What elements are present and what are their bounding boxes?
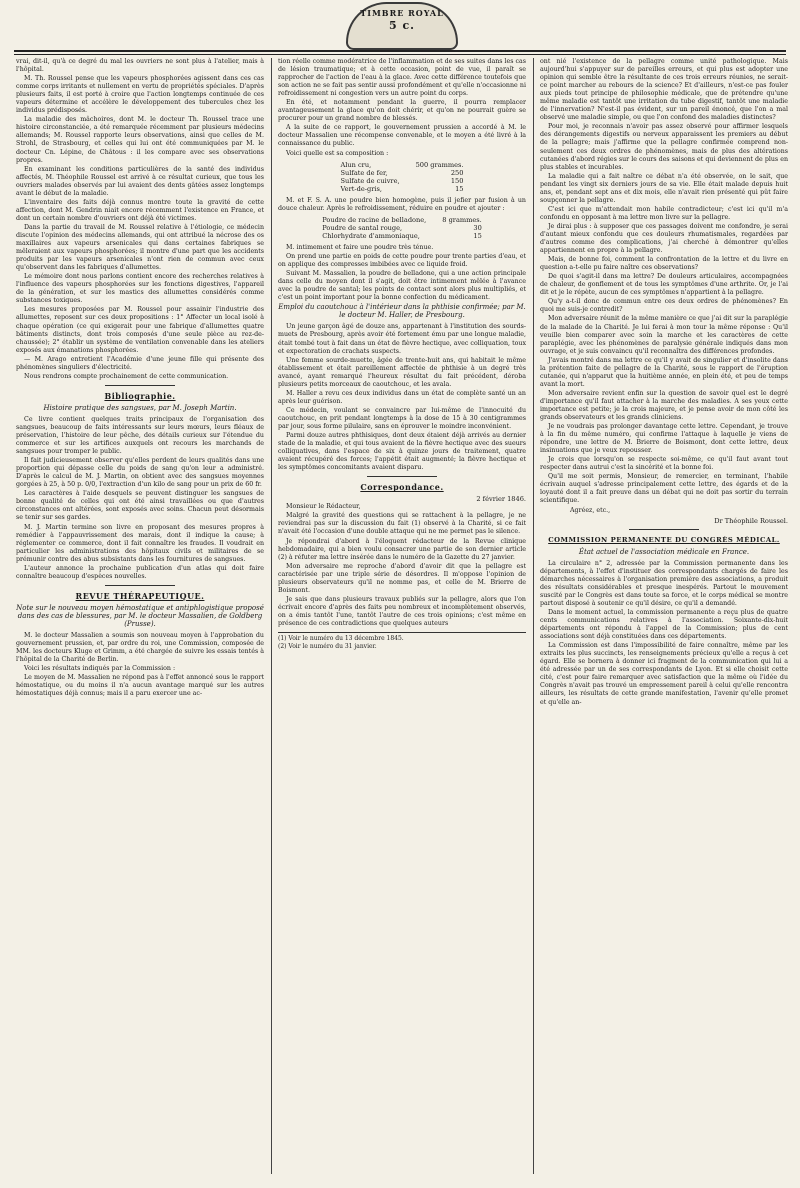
royal-stamp [346,2,458,50]
paragraph: Je crois que lorsqu'on se respecte soi-même, ce qu'il faut avant tout respecter dans autrui c'est la sincérité et la bonne foi. [540,456,788,472]
paragraph: tion réelle comme modératrice de l'inflammation et de ses suites dans les cas de lésion traumatique; et à cette occasion, point de vue, il paraît se rapprocher de l'action de l'eau à la glace. Avec cette différence toutefois que son action ne se fait pas sentir aussi profondément et qu'elle n'occasionne ni refroidissement ni congestion vers un autre point du corps. [278,58,526,98]
column-divider [533,58,534,1174]
section-heading: Bibliographie. [104,390,176,401]
quantity: 30 [473,223,482,232]
signature: Dr Théophile Roussel. [714,516,788,525]
ingredient: Sulfate de fer, [340,168,388,177]
ingredient: Poudre de racine de belladone, [322,215,427,224]
paragraph: Mon adversaire réunit de la même manière ce que j'ai dit sur la paraplégie de la malade de la Charité. Je lui ferai à mon tour la même réponse : Qu'il veuille bien comparer avec soin la marche et les caractères de cette paraplégie, avec les phénomènes de paralysie générale indiqués dans mon ouvrage, et je suis convaincu qu'il reconnaîtra des différences profondes. [540,315,788,355]
paragraph: Dans la partie du travail de M. Roussel relative à l'étiologie, ce médecin discute l'opinion des médecins allemands, qui ont attribué la nécrose des os maxillaires aux vapeurs arsenicales qui dans certaines fabriques se mêleraient aux vapeurs phosphorées; il montre d'une part que les accidents produits par les vapeurs arsenicales n'ont rien de commun avec ceux qu'observent dans les fabriques d'allumettes. [16,223,264,272]
paragraph: Ce médecin, voulant se convaincre par lui-même de l'innocuité du caoutchouc, en prit pendant longtemps à la dose de 15 à 30 centigrammes par jour, sous forme pilulaire, sans en éprouver le moindre inconvénient. [278,406,526,430]
paragraph: La maladie qui a fait naître ce débat n'a été observée, on le sait, que pendant les vingt six derniers jours de sa vie. Elle était malade depuis huit ans, et, pendant sept ans et dix mois, elle n'avait rien présenté qui pût faire soupçonner la pellagre. [540,172,788,204]
paragraph: Malgré la gravité des questions qui se rattachent à la pellagre, je ne reviendrai pas sur la discussion du fait (1) observé à la Charité, si ce fait n'avait été l'occasion d'une double attaque qui ne me permet pas le silence. [278,512,526,536]
paragraph: Dans le moment actuel, la commission permanente a reçu plus de quatre cents communications relatives à l'association. Soixante-dix-huit départements ont répondu à l'appel de la Commission; plus de cent associations sont déjà constituées dans ces départements. [540,609,788,641]
table-row [333,161,472,169]
paragraph: Mon adversaire revient enfin sur la question de savoir quel est le degré d'importance qu'il faut attacher à la marche des maladies. A ses yeux cette importance est petite; je la crois majeure, et je pense avoir de mon côté les grands observateurs et les grands cliniciens. [540,389,788,422]
paragraph: La maladie des mâchoires, dont M. le docteur Th. Roussel trace une histoire circonstanciée, a été remarquée récemment par plusieurs médecins allemands; M. Roussel rapporte leurs observations, ainsi que celles de M. Strohl, de Strasbourg, et celles qui lui ont été communiquées par M. le docteur Cn. Lépine, de Châtous : il les compare avec ses observations propres. [16,116,264,164]
section-rule [367,476,437,477]
article-subtitle: État actuel de l'association médicale en France. [578,547,750,556]
paragraph: La circulaire n° 2, adressée par la Commission permanente dans les départements, à l'effet d'instituer des correspondants chargés de faire les démarches nécessaires à l'organisation première des associations, a produit des résultats considérables et presque inespérés. Partout le mouvement suscité par le Congrès est dans toute sa force, et le corps médical se montre partout disposé à soutenir ce qu'il désire, ce qu'il a demandé. [540,559,788,607]
stamp-line2: 5 c. [388,18,415,32]
footnote: (1) Voir le numéro du 13 décembre 1845. [278,635,404,643]
paragraph: Je ne voudrais pas prolonger davantage cette lettre. Cependant, je trouve à la fin du même numéro, qui confirme l'attaque à laquelle je viens de répondre, une lettre de M. Brierre de Boismont, dont cette lettre, deux insinuations que je veux repousser. [540,423,788,455]
letter-salutation: Monsieur le Rédacteur, [286,503,361,511]
header-rule-thin [14,54,786,55]
paragraph: Je sais que dans plusieurs travaux publiés sur la pellagre, alors que l'on écrivait encore d'après des faits peu nombreux et incomplètement observés, on a émis tantôt l'une, tantôt l'autre de ces trois opinions; c'est même en présence de ces contradictions que quelques auteurs [278,595,526,627]
paragraph: L'inventaire des faits déjà connus montre toute la gravité de cette affection, dont M. Gendrin niait encore récemment l'existence en France, et dont un certain nombre d'ouvriers ont déjà été victimes. [16,198,264,222]
ingredient: Chlorhydrate d'ammoniaque, [322,231,420,240]
column-divider [271,58,272,1174]
ingredient: Vert-de-gris, [340,184,382,193]
paragraph: M. intimement et faire une poudre très ténue. [286,243,434,251]
header-rule [14,50,786,52]
column-3 [540,58,788,708]
column-2 [278,58,526,651]
paragraph: Le mémoire dont nous parlons contient encore des recherches relatives à l'influence des vapeurs phosphorées sur les fonctions digestives, l'appareil de la génération, et sur les mastics des allumettes considérés comme substances toxiques. [16,273,264,305]
paragraph: M. le docteur Massalien a soumis son nouveau moyen à l'approbation du gouvernement prussien, et, par ordre du roi, une Commission, composée de MM. les docteurs Kluge et Grimm, a été chargée de suivre les essais tentés à l'hôpital de la Charité de Berlin. [16,632,264,664]
paragraph: Je dirai plus : à supposer que ces passages doivent me confondre, je serai d'autant mieux confondu que ces douleurs rhumatismales, regardées par d'autres comme des complications, j'ai cherché à démontrer qu'elles appartiennent en propre à la pellagre. [540,222,788,255]
paragraph: Ce livre contient quelques traits principaux de l'organisation des sangsues, beaucoup de faits intéressants sur leurs mœurs, leurs fléaux de préservation, l'histoire de leur pêche, des détails curieux sur l'étendue du commerce et sur les artifices auxquels ont recours les marchands de sangsues pour tromper le public. [16,415,264,456]
article-subtitle: Emploi du caoutchouc à l'intérieur dans la phthisie confirmée; par M. le docteur M. Haller, de Presbourg. [278,303,526,320]
column-1 [16,58,264,699]
paragraph: Qu'y a-t-il donc de commun entre ces deux ordres de phénomènes? En quoi me suis-je contredit? [540,298,788,314]
paragraph: M. et F. S. A. une poudre bien homogène, puis il jefier par fusion à un douce chaleur. Après le refroidissement, réduire en poudre et ajouter : [278,196,526,212]
table-row [333,169,472,177]
quantity: 500 grammes. [415,160,464,169]
ingredient: Poudre de santal rouge, [322,223,403,232]
letter-date: 2 février 1846. [476,495,526,504]
paragraph: M. Haller a revu ces deux individus dans un état de complète santé un an après leur guérison. [278,389,526,405]
paragraph: En examinant les conditions particulières de la santé des individus affectés, M. Théophile Roussel est arrivé à ce résultat curieux, que tous les ouvriers malades observés par lui avaient des dents gâtées assez longtemps avant le début de la maladie. [16,165,264,197]
ingredient: Alun cru, [340,160,372,169]
paragraph: Parmi douze autres phthisiques, dont deux étaient déjà arrivés au dernier stade de la maladie, et qui tous avaient de la fièvre hectique avec des sueurs colliquatives, dans l'espace de six à quinze jours de traitement, quatre avaient récupéré des forces; l'appétit était augmenté; la fièvre hectique et les symptômes concomitants avaient disparu. [278,432,526,472]
paragraph: Les mesures proposées par M. Roussel pour assainir l'industrie des allumettes, reposent sur ces deux propositions : 1° Affecter un local isolé à chaque opération (ce qui exigerait pour une fabrique d'allumettes quatre bâtiments distincts, dont trois composés d'une seule pièce au rez-de-chaussée); 2° établir un système de ventilation convenable dans les ateliers exposés aux émanations phosphorées. [16,306,264,354]
section-heading: Correspondance. [360,482,444,493]
paragraph: Qu'il me soit permis, Monsieur, de remercier, en terminant, l'habile écrivain auquel s'adresse principalement cette lettre, des égards et de la loyauté dont il a fait preuve dans un débat qui ne doit pas sortir du terrain scientifique. [540,473,788,505]
section-rule [105,585,175,586]
paragraph: Le moyen de M. Massalien ne répond pas à l'effet annoncé sous le rapport hémostatique, ou du moins il n'a aucun avantage marqué sur les autres hémostatiques déjà connus; mais il a paru exercer une ac- [16,674,264,698]
paragraph: ont nié l'existence de la pellagre comme unité pathologique. Mais aujourd'hui s'appuyer sur de pareilles erreurs, et qui plus est adopter une opinion qui semble être la résultante de ces trois erreurs réunies, ne serait-ce point marcher au rebours de la science? Et d'ailleurs, n'est-ce pas fouler aux pieds tout principe de philosophie médicale, que de prétendre qu'une même maladie est tantôt une irritation du tube digestif, tantôt une maladie de l'innervation? N'est-il pas évident, sur un pareil énoncé, que l'on a mal observé une maladie simple, ou que l'on confond des maladies distinctes? [540,58,788,122]
paragraph: C'est ici que m'attendait mon habile contradicteur; c'est ici qu'il m'a confondu en opposant à ma lettre mon livre sur la pellagre. [540,205,788,221]
paragraph: Il fait judicieusement observer qu'elles perdent de leurs qualités dans une proportion qui dépasse celle du poids de sang qu'on leur a administré. D'après le calcul de M. J. Martin, on obtient avec des sangsues moyennes gorgées à 25, à 50 p. 0/0, l'extraction d'un kilo de sang pour un prix de 60 fr. [16,457,264,489]
quantity: 8 grammes. [442,215,482,224]
footnotes [278,632,526,651]
article-subtitle: Note sur le nouveau moyen hémostatique et antiphlogistique proposé dans des cas de blessures, par M. le docteur Massalien, de Goldberg (Prusse). [16,603,264,628]
paragraph: J'avais montré dans ma lettre ce qu'il y avait de singulier et d'insolite dans la prétention faite de pellagre de la Charité, sous le rapport de l'éruption cutanée, qui n'apparut que la huitième année, en plein été, et peu de temps avant la mort. [540,356,788,388]
stamp-line1: TIMBRE ROYAL [360,8,444,18]
section-heading: COMMISSION PERMANENTE DU CONGRÈS MÉDICAL. [548,535,780,544]
paragraph: M. J. Martin termine son livre en proposant des mesures propres à remédier à l'appauvrissement des marais, dont il indique la cause; à réglementer ce commerce, dont il fait connaître les fraudes. Il voudrait en particulier les administrations des hôpitaux civils et militaires de se prémunir contre des abus subsistants dans les fournitures de sangsues. [16,523,264,563]
paragraph: Une femme sourde-muette, âgée de trente-huit ans, qui habitait le même établissement et était pareillement affectée de phthisie à un degré très avancé, ayant remarqué l'heureux résultat du fait précédent, déroba plusieurs petits morceaux de caoutchouc, et les avala. [278,356,526,388]
section-rule [105,385,175,386]
paragraph: vrai, dit-il, qu'à ce degré du mal les ouvriers ne sont plus à l'atelier, mais à l'hôpital. [16,58,264,74]
ingredient: Sulfate de cuivre, [340,176,400,185]
composition-table [333,161,472,193]
table-row [314,232,490,240]
paragraph: Les caractères à l'aide desquels se peuvent distinguer les sangsues de bonne qualité de celles qui ont été ainsi travaillées ou que d'autres circonstances ont altérées, sont exposés avec soins. Chacun peut désormais se tenir sur ses gardes. [16,490,264,522]
quantity: 15 [455,184,464,193]
table-row [314,216,490,224]
paragraph: Mon adversaire me reproche d'abord d'avoir dit que la pellagre est caractérisée par une triple série de désordres. Il m'oppose l'opinion de plusieurs observateurs qu'il ne nomme pas, et celle de M. Brierre de Boismont. [278,562,526,594]
paragraph: Mais, de bonne foi, comment la confrontation de la lettre et du livre en question a-t-elle pu faire naître ces observations? [540,256,788,272]
closing: Agréez, etc., [570,506,611,514]
table-row [314,224,490,232]
quantity: 150 [450,176,464,185]
paragraph: Voici quelle est sa composition : [286,149,389,157]
composition-table [314,216,490,240]
paragraph: A la suite de ce rapport, le gouvernement prussien a accordé à M. le docteur Massalien une récompense convenable, et le moyen a été livré à la connaissance du public. [278,124,526,148]
quantity: 15 [473,231,482,240]
article-subtitle: Histoire pratique des sangsues, par M. Joseph Martin. [43,403,237,412]
paragraph: On prend une partie en poids de cette poudre pour trente parties d'eau, et on applique des compresses imbibées avec ce liquide froid. [278,253,526,269]
table-row [333,177,472,185]
paragraph: M. Th. Roussel pense que les vapeurs phosphorées agissent dans ces cas comme corps irritants et nullement en vertu de propriétés spéciales. D'après plusieurs faits, il est porté à croire que l'action longtemps continuée de ces vapeurs détermine et accélère le développement des tubercules chez les individus prédisposés. [16,75,264,115]
paragraph: La Commission est dans l'impossibilité de faire connaître, même par les extraits les plus succincts, les renseignements précieux qu'elle a reçus à cet égard. Elle se bornera à donner ici fragment de la communication qui lui a été adressée par un de ses correspondants de Lyon. Et si elle choisit cette cité, c'est pour faire remarquer avec satisfaction que la même où l'idée du Congrès n'avait pas trouvé un empressement pareil à celui qu'elle rencontra ailleurs, les résultats de cette grande manifestation, l'avenir qu'elle promet et qu'elle an- [540,642,788,706]
paragraph: Je répondrai d'abord à l'éloquent rédacteur de la Revue clinique hebdomadaire, qui a bien voulu consacrer une partie de son dernier article (2) à réfuter ma lettre insérée dans le numéro de la Gazette du 27 janvier. [278,537,526,561]
footnote: (2) Voir le numéro du 31 janvier. [278,643,377,651]
paragraph: En été, et notamment pendant la guerre, il pourra remplacer avantageusement la glace qu'on doit chérir, et qu'on ne pourrait guère se procurer pour un grand nombre de blessés. [278,99,526,123]
paragraph: Voici les résultats indiqués par la Commission : [24,665,176,673]
quantity: 250 [450,168,464,177]
paragraph: L'auteur annonce la prochaine publication d'un atlas qui doit faire connaître beaucoup d'espèces nouvelles. [16,564,264,580]
section-rule [629,529,699,530]
section-heading: REVUE THÉRAPEUTIQUE. [75,590,205,601]
table-row [333,185,472,193]
paragraph: Un jeune garçon âgé de douze ans, appartenant à l'institution des sourds-muets de Presbourg, après avoir été fortement ému par une longue maladie, était tombé tout à fait dans un état de fièvre hectique, avec colliquation, toux et expectoration de crachats suspects. [278,323,526,355]
paragraph: Nous rendrons compte prochainement de cette communication. [24,372,229,380]
paragraph: De quoi s'agit-il dans ma lettre? De douleurs articulaires, accompagnées de chaleur, de gonflement et de tous les symptômes d'une arthrite. Or, je l'ai dit et je le répète, aucun de ces symptômes n'appartient à la pellagre. [540,273,788,297]
paragraph: Pour moi, je reconnais n'avoir pas assez observé pour affirmer lesquels des dérangements digestifs ou nerveux apparaissent les premiers au début de la pellagre; mais j'affirme que la pellagre confirmée comprend non-seulement ces deux ordres de phénomènes, mais de plus des altérations cutanées d'abord régies sur le cours des saisons et qui deviennent de plus en plus stables et incurables. [540,123,788,171]
paragraph: — M. Arago entretient l'Académie d'une jeune fille qui présente des phénomènes singuliers d'électricité. [16,355,264,371]
paragraph: Suivant M. Massalien, la poudre de belladone, qui a une action principale dans celle du moyen dont il s'agit, doit être intimement mêlée à l'avance avec la poudre de santal; les points de contact sont alors plus multipliés, et c'est un point important pour la bonne confection du médicament. [278,270,526,302]
